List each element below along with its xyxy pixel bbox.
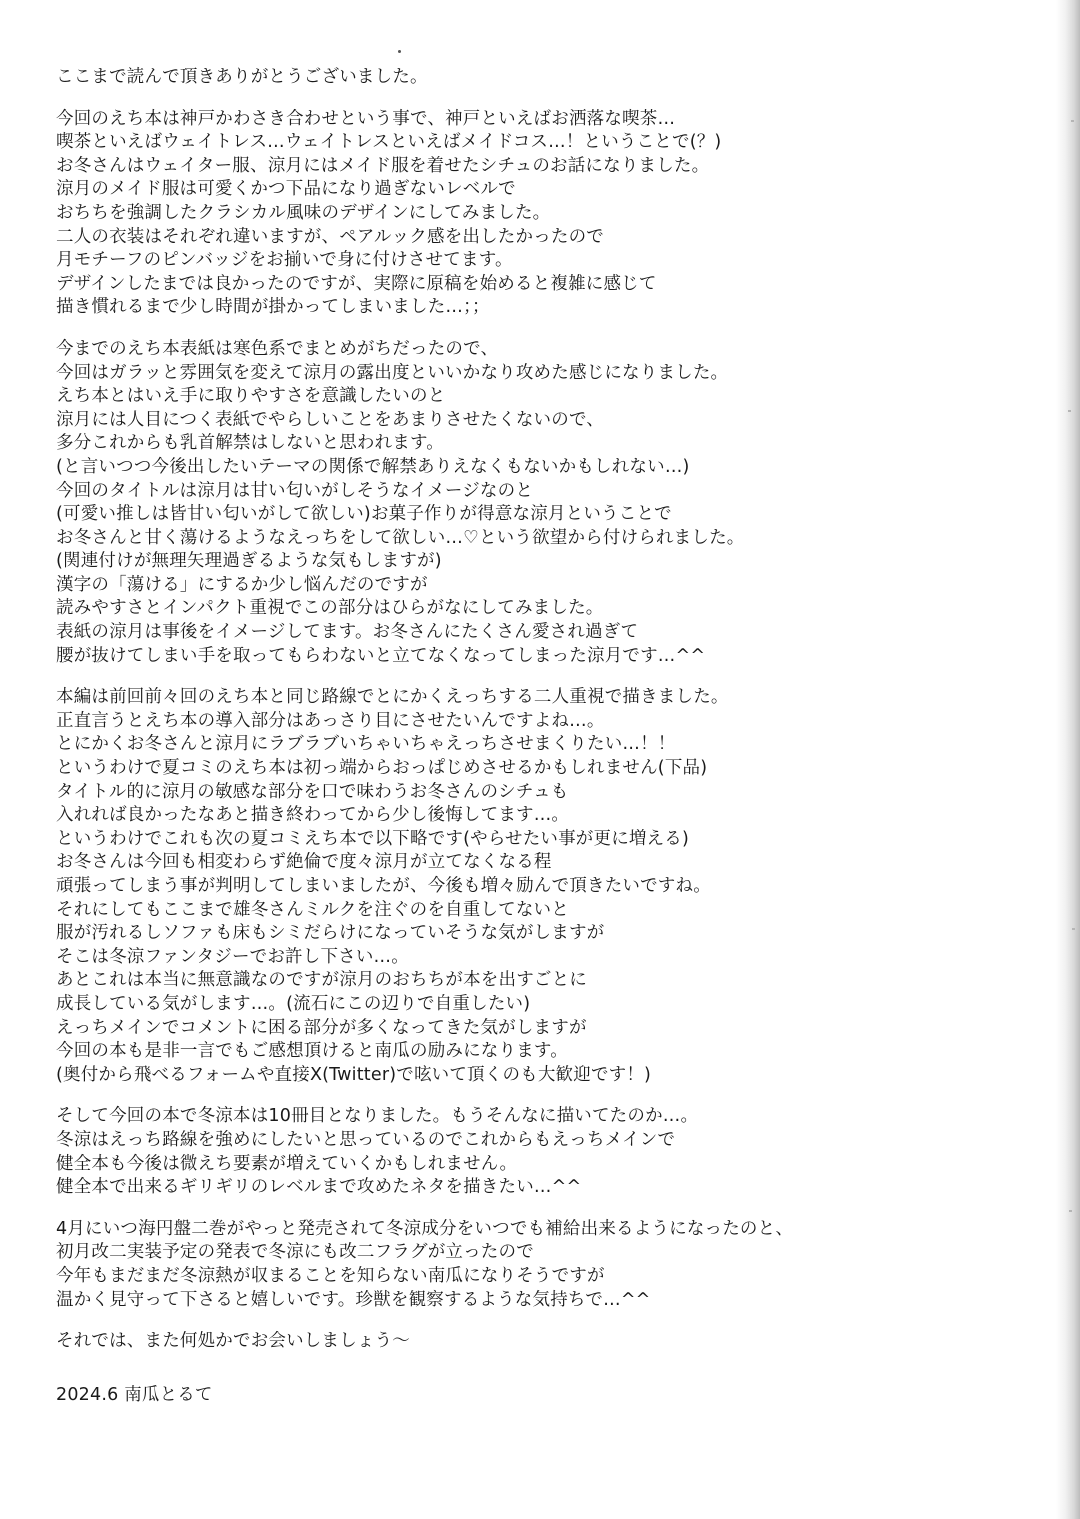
text-line: 成長している気がします…。(流石にこの辺りで自重したい)	[56, 993, 531, 1014]
scan-dust-mark	[398, 50, 401, 53]
text-line: デザインしたまでは良かったのですが、実際に原稿を始めると複雑に感じて	[56, 273, 657, 294]
paragraph	[56, 338, 1046, 668]
scan-speck	[1071, 120, 1074, 122]
text-line: 多分これからも乳首解禁はしないと思われます。	[56, 433, 444, 454]
text-line: (奥付から飛べるフォームや直接X(Twitter)で呟いて頂くのも大歓迎です！)	[56, 1064, 652, 1085]
text-line: というわけでこれも次の夏コミえち本で以下略です(やらせたい事が更に増える)	[56, 828, 690, 849]
text-line: それでは、また何処かでお会いしましょう～	[56, 1331, 410, 1352]
paragraph	[56, 686, 1046, 1087]
paragraphs-container	[56, 66, 1046, 1354]
text-line: 正直言うとえち本の導入部分はあっさり目にさせたいんですよね…。	[56, 710, 605, 731]
text-line: ここまで読んで頂きありがとうございました。	[56, 67, 428, 87]
text-line: 今回の本も是非一言でもご感想頂けると南瓜の励みになります。	[56, 1041, 568, 1062]
text-line: 今年もまだまだ冬涼熱が収まることを知らない南瓜になりそうですが	[56, 1265, 605, 1286]
text-line: そこは冬涼ファンタジーでお許し下さい…。	[56, 946, 409, 967]
scan-speck	[1072, 928, 1075, 930]
text-line: 冬涼はえっち路線を強めにしたいと思っているのでこれからもえっちメインで	[56, 1129, 676, 1150]
text-line: というわけで夏コミのえち本は初っ端からおっぱじめさせるかもしれません(下品)	[56, 758, 708, 779]
paragraph	[56, 108, 1046, 320]
text-line: 頑張ってしまう事が判明してしまいましたが、今後も増々励んで頂きたいですね。	[56, 876, 711, 896]
text-line: 今までのえち本表紙は寒色系でまとめがちだったので、	[56, 338, 499, 359]
text-line: 温かく見守って下さると嬉しいです。珍獣を観察するような気持ちで…^^	[56, 1289, 651, 1310]
text-line: タイトル的に涼月の敏感な部分を口で味わうお冬さんのシチュも	[56, 781, 569, 802]
text-line: とにかくお冬さんと涼月にラブラブいちゃいちゃえっちさせまくりたい…！！	[56, 734, 676, 755]
paragraph	[56, 1105, 1046, 1199]
text-line: 漢字の「蕩ける」にするか少し悩んだのですが	[56, 574, 428, 595]
text-line: 今回のえち本は神戸かわさき合わせという事で、神戸といえばお洒落な喫茶…	[56, 108, 676, 129]
text-line: (関連付けが無理矢理過ぎるような気もしますが)	[56, 551, 442, 572]
text-line: 涼月のメイド服は可愛くかつ下品になり過ぎないレベルで	[56, 179, 516, 200]
text-line: 本編は前回前々回のえち本と同じ路線でとにかくえっちする二人重視で描きました。	[56, 687, 729, 708]
paragraph	[56, 1330, 1046, 1354]
scan-speck	[1069, 1210, 1072, 1212]
text-line: 描き慣れるまで少し時間が掛かってしまいました…；；	[56, 297, 490, 318]
text-line: 喫茶といえばウェイトレス…ウェイトレスといえばメイドコス…！ということで(？)	[56, 132, 722, 153]
text-line: 健全本も今後は微えち要素が増えていくかもしれません。	[56, 1153, 518, 1174]
text-line: 健全本で出来るギリギリのレベルまで攻めたネタを描きたい…^^	[56, 1177, 582, 1198]
text-line: 服が汚れるしソファも床もシミだらけになっていそうな気がしますが	[56, 923, 605, 944]
paragraph	[56, 1218, 1046, 1312]
text-line: 入れれば良かったなあと描き終わってから少し後悔してます…。	[56, 805, 570, 826]
text-line: お冬さんはウェイター服、涼月にはメイド服を着せたシチュのお話になりました。	[56, 155, 710, 176]
text-line: 読みやすさとインパクト重視でこの部分はひらがなにしてみました。	[56, 598, 604, 619]
text-line: (可愛い推しは皆甘い匂いがして欲しい)お菓子作りが得意な涼月ということで	[56, 504, 672, 525]
text-line: (と言いつつ今後出したいテーマの関係で解禁ありえなくもないかもしれない…)	[56, 456, 690, 477]
text-line: 4月にいつ海円盤二巻がやっと発売されて冬涼成分をいつでも補給出来るようになったのと、	[56, 1218, 794, 1239]
text-line: 腰が抜けてしまい手を取ってもらわないと立てなくなってしまった涼月です…^^	[56, 645, 706, 666]
scan-edge-shadow	[1056, 0, 1080, 1519]
text-line: 今回のタイトルは涼月は甘い匂いがしそうなイメージなのと	[56, 480, 534, 501]
text-line: 今回はガラッと雰囲気を変えて涼月の露出度といいかなり攻めた感じになりました。	[56, 362, 729, 383]
text-line: 月モチーフのピンバッジをお揃いで身に付けさせてます。	[56, 250, 513, 271]
text-line: そして今回の本で冬涼本は10冊目となりました。もうそんなに描いてたのか…。	[56, 1106, 699, 1127]
text-line: 涼月には人目につく表紙でやらしいことをあまりさせたくないので、	[56, 409, 604, 430]
text-line: 初月改二実装予定の発表で冬涼にも改二フラグが立ったので	[56, 1242, 534, 1263]
text-line: それにしてもここまで雄冬さんミルクを注ぐのを自重してないと	[56, 899, 569, 920]
text-line: えっちメインでコメントに困る部分が多くなってきた気がしますが	[56, 1017, 587, 1038]
signature: 2024.6 南瓜とるて	[56, 1384, 213, 1405]
text-line: 表紙の涼月は事後をイメージしてます。お冬さんにたくさん愛され過ぎて	[56, 622, 639, 643]
text-line: お冬さんは今回も相変わらず絶倫で度々涼月が立てなくなる程	[56, 852, 552, 873]
text-line: えち本とはいえ手に取りやすさを意識したいのと	[56, 386, 446, 407]
text-line: お冬さんと甘く蕩けるようなえっちをして欲しい…♡という欲望から付けられました。	[56, 527, 745, 548]
text-line: 二人の衣装はそれぞれ違いますが、ペアルック感を出したかったので	[56, 226, 604, 247]
paragraph	[56, 66, 1046, 90]
scan-speck	[1068, 410, 1071, 412]
text-line: あとこれは本当に無意識なのですが涼月のおちちが本を出すごとに	[56, 970, 587, 991]
afterword-text-body	[56, 66, 1046, 1407]
text-line: おちちを強調したクラシカル風味のデザインにしてみました。	[56, 202, 551, 223]
